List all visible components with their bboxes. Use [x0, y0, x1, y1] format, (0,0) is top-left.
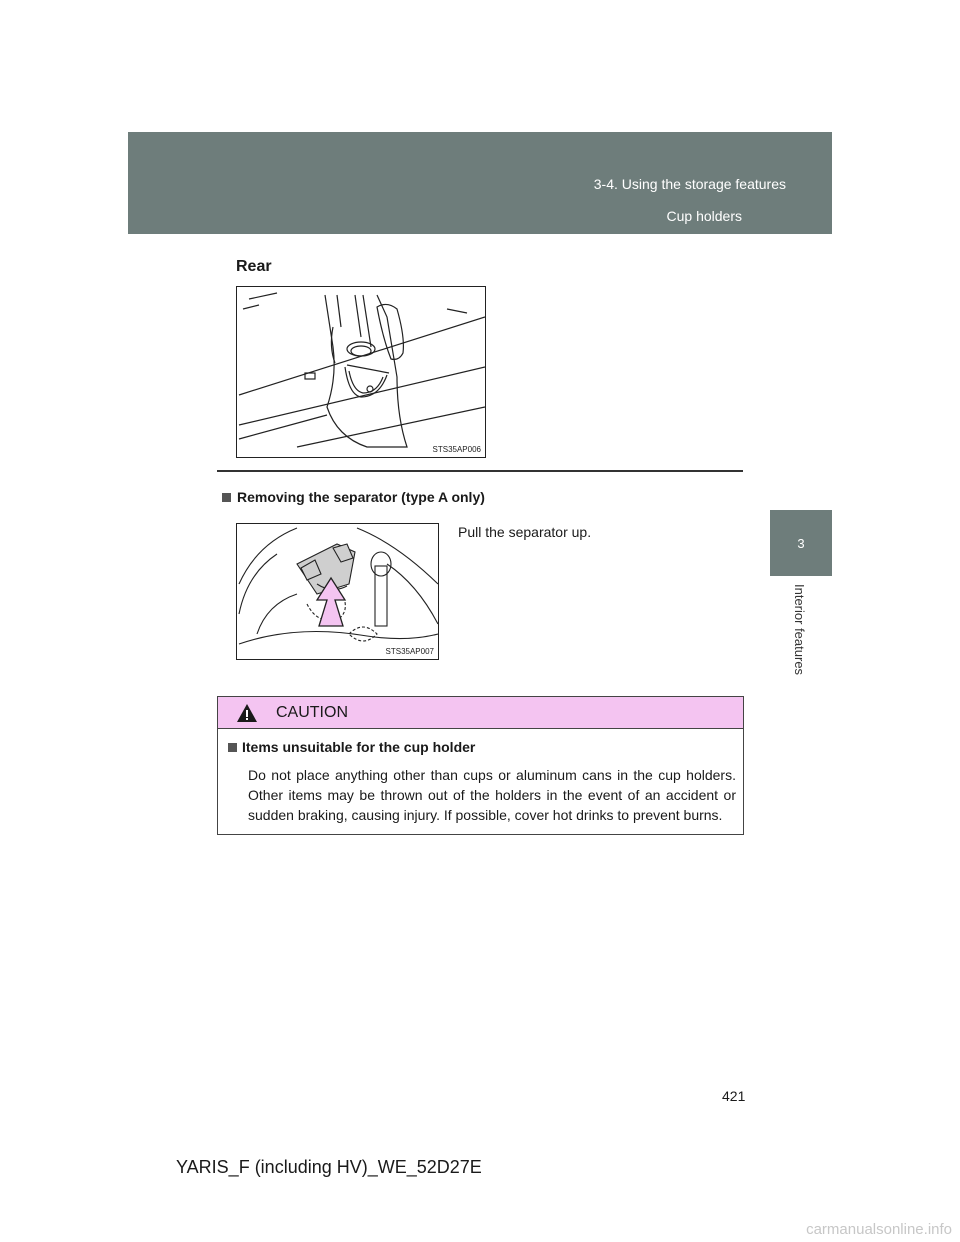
chapter-tab — [770, 510, 832, 576]
watermark: carmanualsonline.info — [806, 1221, 952, 1238]
caution-title-bar — [218, 697, 743, 729]
chapter-label: Interior features — [792, 584, 807, 676]
separator-heading-text: Removing the separator (type A only) — [237, 489, 485, 505]
bullet-square-icon — [222, 493, 231, 502]
page-number: 421 — [722, 1088, 746, 1104]
rear-cup-holder-illustration — [236, 286, 486, 458]
subsection-title: Cup holders — [666, 208, 742, 224]
rear-heading: Rear — [236, 258, 272, 275]
separator-removal-illustration — [236, 523, 439, 660]
chapter-number: 3 — [797, 535, 805, 551]
caution-box — [217, 696, 744, 835]
bullet-square-icon — [228, 743, 237, 752]
caution-title: CAUTION — [276, 703, 348, 721]
separator-heading — [222, 489, 485, 505]
caution-heading — [228, 739, 475, 755]
document-footer: YARIS_F (including HV)_WE_52D27E — [176, 1157, 482, 1177]
section-divider — [217, 470, 743, 472]
caution-body-text: Do not place anything other than cups or aluminum cans in the cup holders. Other items may be thrown out of the holders in the event of an accident or sudden braking, causing injury. If possible, cover hot drinks to prevent burns. — [248, 767, 736, 823]
separator-instruction: Pull the separator up. — [458, 524, 592, 540]
figure-code: STS35AP006 — [432, 445, 481, 454]
warning-triangle-icon — [236, 703, 258, 723]
figure-code: STS35AP007 — [385, 647, 434, 656]
section-title: 3-4. Using the storage features — [593, 176, 786, 192]
header-band — [128, 132, 832, 234]
caution-heading-text: Items unsuitable for the cup holder — [242, 739, 476, 755]
